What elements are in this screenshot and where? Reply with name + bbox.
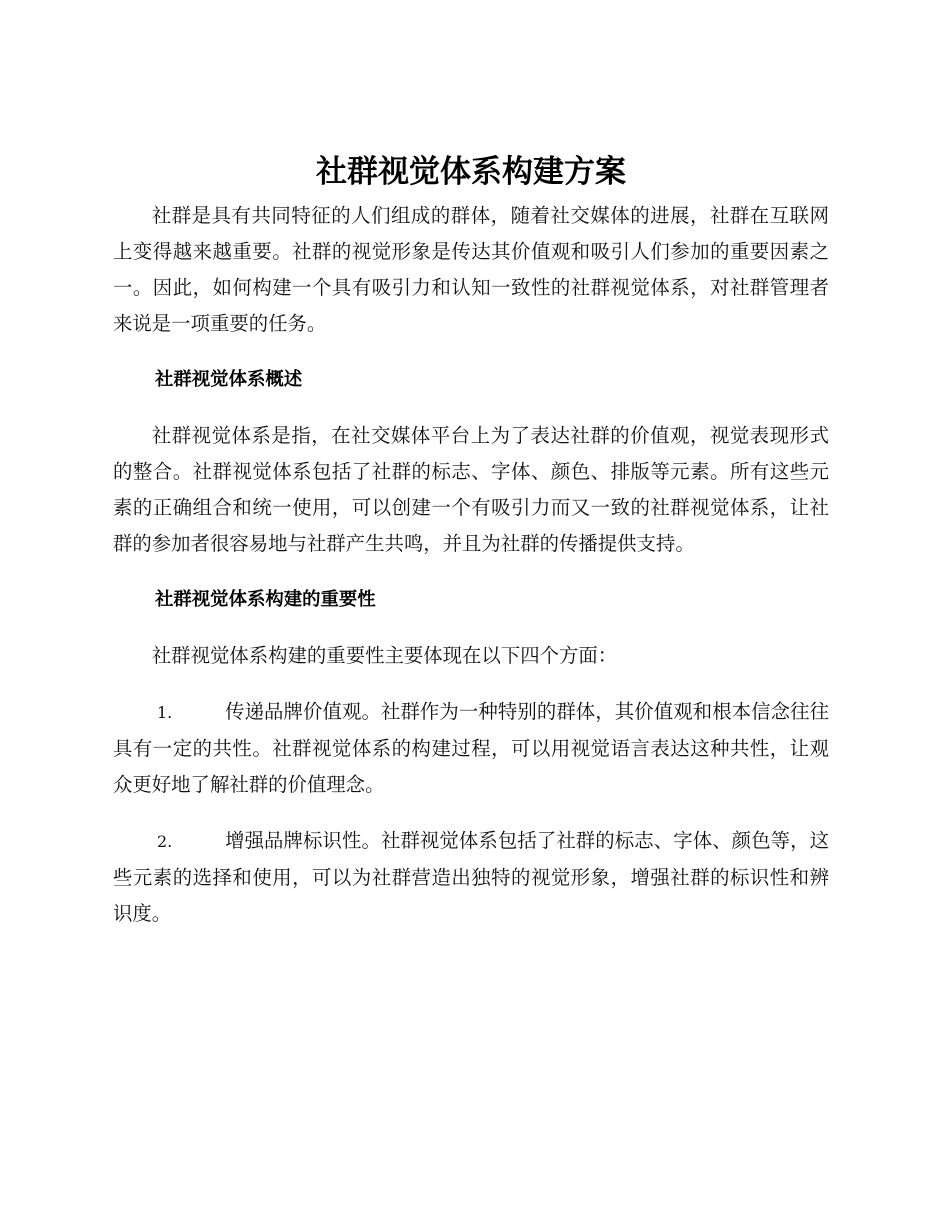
list-number: 1. [157,703,173,722]
list-item [113,823,829,932]
list-item [113,694,829,803]
spacer [113,342,829,362]
intro-paragraph: 社群是具有共同特征的人们组成的群体，随着社交媒体的进展，社群在互联网上变得越来越重要。社群的视觉形象是传达其价值观和吸引人们参加的重要因素之一。因此，如何构建一个具有吸引力和认知一致性的社群视觉体系，对社群管理者来说是一项重要的任务。 [113,204,829,335]
spacer [113,674,829,694]
list-item-text: 传递品牌价值观。社群作为一种特别的群体，其价值观和根本信念往往具有一定的共性。社群视觉体系的构建过程，可以用视觉语言表达这种共性，让观众更好地了解社群的价值理念。 [113,700,829,796]
list-number: 2. [157,832,173,851]
document-title: 社群视觉体系构建方案 [316,154,626,190]
spacer [113,562,829,582]
section-body-overview: 社群视觉体系是指，在社交媒体平台上为了表达社群的价值观，视觉表现形式的整合。社群视觉体系包括了社群的标志、字体、颜色、排版等元素。所有这些元素的正确组合和统一使用，可以创建一个有吸引力而又一致的社群视觉体系，让社群的参加者很容易地与社群产生共鸣，并且为社群的传播提供支持。 [113,424,829,555]
section-heading-importance: 社群视觉体系构建的重要性 [155,589,376,610]
list-item-text: 增强品牌标识性。社群视觉体系包括了社群的标志、字体、颜色等，这些元素的选择和使用，可以为社群营造出独特的视觉形象，增强社群的标识性和辨识度。 [113,829,829,925]
section-body-importance: 社群视觉体系构建的重要性主要体现在以下四个方面： [151,644,618,667]
spacer [113,398,829,418]
spacer [113,618,829,638]
document-page [113,150,829,932]
section-heading-overview: 社群视觉体系概述 [155,369,303,390]
spacer [113,803,829,823]
